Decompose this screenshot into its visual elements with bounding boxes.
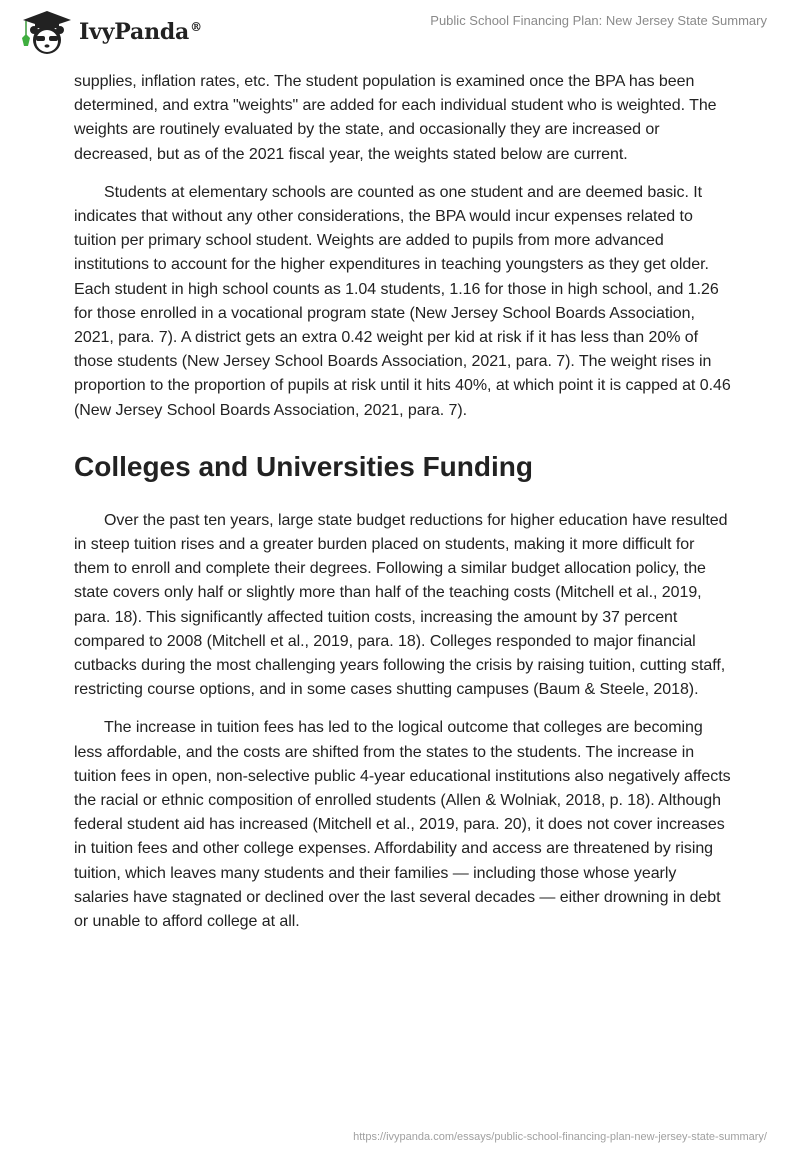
section-heading: Colleges and Universities Funding: [74, 450, 533, 482]
paragraph: Students at elementary schools are counted as one student and are deemed basic. It indicates that without any other considerations, the BPA would incur expenses related to tuition per primary school student. Weights are added to pupils from more advanced institutions to account for the higher expenditures in teaching youngsters as they get older. Each student in high school counts as 1.04 students, 1.16 for those in high school, and 1.26 for those enrolled in a vocational program state (New Jersey School Boards Association, 2021, para. 7). A district gets an extra 0.42 weight per kid at risk if it has less than 20% of those students (New Jersey School Boards Association, 2021, para. 7). The weight rises in proportion to the proportion of pupils at risk until it hits 40%, at which point it is capped at 0.46 (New Jersey School Boards Association, 2021, para. 7).: [74, 183, 731, 419]
ivypanda-logo[interactable]: [17, 8, 202, 56]
document-title: Public School Financing Plan: New Jersey State Summary: [430, 13, 767, 28]
source-url[interactable]: https://ivypanda.com/essays/public-school-financing-plan-new-jersey-state-summary/: [353, 1131, 767, 1143]
paragraph-continued: supplies, inflation rates, etc. The student population is examined once the BPA has been determined, and extra "weights" are added for each individual student who is weighted. The weights are routinely evaluated by the state, and occasionally they are increased or decreased, but as of the 2021 fiscal year, the weights stated below are current.: [74, 73, 717, 163]
paragraph: The increase in tuition fees has led to the logical outcome that colleges are becoming less affordable, and the costs are shifted from the states to the students. The increase in tuition fees in open, non-selective public 4-year educational institutions also negatively affects the racial or ethnic composition of enrolled students (Allen & Wolniak, 2018, p. 18). Although federal student aid has increased (Mitchell et al., 2019, para. 20), it does not cover increases in tuition fees and other college expenses. Affordability and access are threatened by rising tuition, which leaves many students and their families — including those whose yearly salaries have stagnated or declined over the last several decades — either drowning in debt or unable to afford college at all.: [74, 719, 731, 931]
article-body: [74, 70, 734, 948]
logo-wordmark: IvyPanda®: [79, 19, 202, 45]
page-header: [0, 0, 800, 62]
paragraph: Over the past ten years, large state budget reductions for higher education have resulted in steep tuition rises and a greater burden placed on students, making it more difficult for them to enroll and complete their degrees. Following a similar budget allocation policy, the state covers only half or slightly more than half of the teaching costs (Mitchell et al., 2019, para. 18). This significantly affected tuition costs, increasing the amount by 37 percent compared to 2008 (Mitchell et al., 2019, para. 18). Colleges responded to major financial cutbacks during the most challenging years following the crisis by raising tuition, cutting staff, restricting course options, and in some cases shutting campuses (Baum & Steele, 2018).: [74, 511, 728, 699]
panda-graduate-icon: [17, 8, 73, 56]
